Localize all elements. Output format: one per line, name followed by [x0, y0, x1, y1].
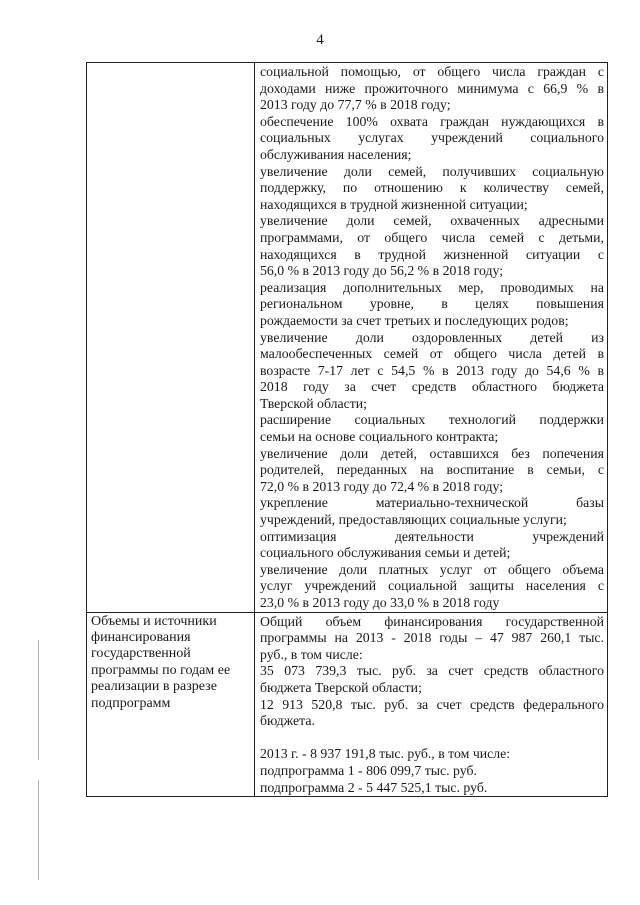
- text-line: социальных услугах учреждений социального: [260, 130, 604, 146]
- text-line: обеспечение 100% охвата граждан нуждающихся в: [260, 113, 604, 129]
- financing-text: [255, 613, 607, 797]
- text-line: социальной помощью, от общего числа граждан с: [260, 64, 604, 79]
- text-line: 2018 году за счет средств областного бюджета: [260, 379, 604, 395]
- text-line: учреждений, предоставляющих социальные услуги;: [260, 512, 567, 528]
- program-passport-table: [86, 62, 608, 797]
- text-line: подпрограмма 1 - 806 099,7 тыс. руб.: [260, 762, 477, 778]
- text-line: бюджета.: [260, 713, 315, 729]
- text-line: 23,0 % в 2013 году до 33,0 % в 2018 году: [260, 595, 500, 610]
- text-line: программами, от общего числа семей с детьми,: [260, 229, 604, 245]
- text-line: родителей, переданных на воспитание в семьи, с: [260, 462, 604, 478]
- text-line: 56,0 % в 2013 году до 56,2 % в 2018 году;: [260, 263, 504, 279]
- text-line: реализация дополнительных мер, проводимых на: [260, 279, 604, 295]
- text-line: услуг учреждений социальной защиты населения с: [260, 578, 604, 594]
- table-cell-content: [255, 612, 608, 797]
- text-line: доходами ниже прожиточного минимума с 66,9 % в: [260, 80, 604, 96]
- text-line: расширение социальных технологий поддержки: [260, 412, 604, 428]
- text-line: увеличение доли оздоровленных детей из: [260, 329, 604, 345]
- text-line: малообеспеченных семей от общего числа детей в: [260, 346, 604, 362]
- text-line: рождаемости за счет третьих и последующих родов;: [260, 312, 569, 328]
- text-line: 35 073 739,3 тыс. руб. за счет средств областного: [260, 663, 604, 679]
- table-row: [87, 63, 608, 613]
- text-line: находящихся в трудной жизненной ситуации с: [260, 246, 604, 262]
- text-line: поддержку, по отношению к количеству семей,: [260, 180, 604, 196]
- text-line: возрасте 7-17 лет с 54,5 % в 2013 году до 54,6 % в: [260, 362, 604, 378]
- text-line: 72,0 % в 2013 году до 72,4 % в 2018 году;: [260, 478, 504, 494]
- text-line: региональном уровне, в целях повышения: [260, 296, 604, 312]
- blank-line: [260, 730, 604, 747]
- text-line: находящихся в трудной жизненной ситуации;: [260, 196, 528, 212]
- text-line: оптимизация деятельности учреждений: [260, 528, 604, 544]
- text-line: 2013 году до 77,7 % в 2018 году;: [260, 97, 451, 113]
- table-cell-label: [87, 612, 255, 797]
- text-line: руб., в том числе:: [260, 646, 363, 662]
- text-line: семьи на основе социального контракта;: [260, 429, 499, 445]
- table-cell-label: [87, 63, 255, 613]
- text-line: Общий объем финансирования государственной: [260, 613, 604, 629]
- text-line: увеличение доли семей, получивших социальную: [260, 163, 604, 179]
- text-line: подпрограмма 2 - 5 447 525,1 тыс. руб.: [260, 779, 488, 795]
- text-line: программы на 2013 - 2018 годы – 47 987 260,1 тыс.: [260, 630, 604, 646]
- expected-results-text: [255, 63, 607, 612]
- row-label: [87, 63, 254, 64]
- text-line: укрепление материально-технической базы: [260, 495, 604, 511]
- text-line: бюджета Тверской области;: [260, 679, 422, 695]
- page-number: 4: [316, 32, 324, 48]
- table-cell-content: [255, 63, 608, 613]
- table-row: [87, 612, 608, 797]
- text-line: обслуживания населения;: [260, 146, 412, 162]
- text-line: Тверской области;: [260, 395, 368, 411]
- text-line: увеличение доли платных услуг от общего объема: [260, 561, 604, 577]
- text-line: увеличение доли семей, охваченных адресными: [260, 213, 604, 229]
- text-line: социального обслуживания семьи и детей;: [260, 545, 511, 561]
- text-line: 12 913 520,8 тыс. руб. за счет средств федерального: [260, 696, 604, 712]
- scan-edge-mark: [38, 780, 39, 880]
- scan-edge-mark: [38, 640, 39, 760]
- text-line: увеличение доли детей, оставшихся без попечения: [260, 445, 604, 461]
- row-label: Объемы и источники финансирования государственной программы по годам ее реализации в разрезе подпрограмм: [91, 613, 231, 711]
- text-line: 2013 г. - 8 937 191,8 тыс. руб., в том числе:: [260, 746, 511, 762]
